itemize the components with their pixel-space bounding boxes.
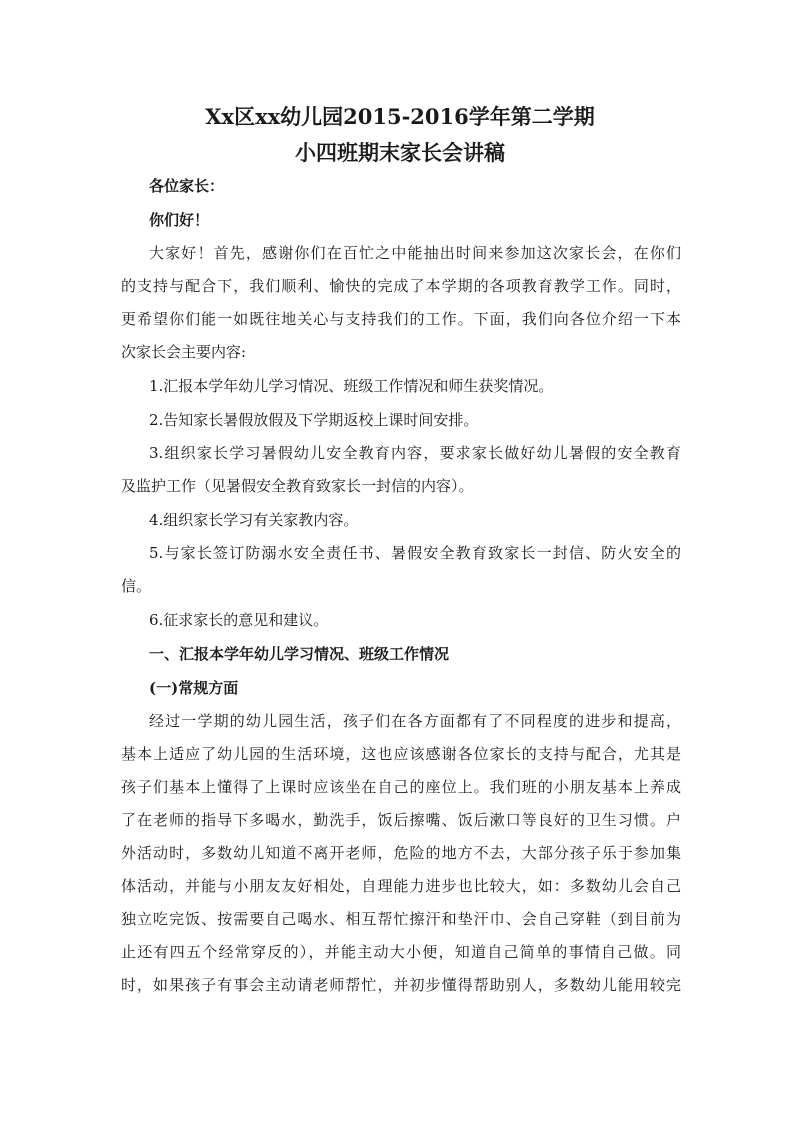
- agenda-item-6: 6.征求家长的意见和建议。: [149, 611, 329, 629]
- paragraph-line: 独立吃完饭、按需要自己喝水、相互帮忙擦汗和垫汗巾、会自己穿鞋（到目前为: [121, 910, 681, 928]
- subsection-heading-1: (一)常规方面: [149, 679, 239, 697]
- paragraph-line: 孩子们基本上懂得了上课时应该坐在自己的座位上。我们班的小朋友基本上养成: [121, 778, 681, 796]
- agenda-item-2: 2.告知家长暑假放假及下学期返校上课时间安排。: [149, 411, 479, 429]
- agenda-item-5-cont: 信。: [121, 577, 152, 595]
- agenda-item-5: 5.与家长签订防溺水安全责任书、暑假安全教育致家长一封信、防火安全的: [149, 544, 681, 562]
- paragraph-line: 经过一学期的幼儿园生活，孩子们在各方面都有了不同程度的进步和提高，: [149, 712, 681, 730]
- paragraph-line: 基本上适应了幼儿园的生活环境，这也应该感谢各位家长的支持与配合，尤其是: [121, 745, 681, 763]
- section-heading-1: 一、汇报本学年幼儿学习情况、班级工作情况: [149, 645, 450, 663]
- agenda-item-1: 1.汇报本学年幼儿学习情况、班级工作情况和师生获奖情况。: [149, 377, 554, 395]
- paragraph-line: 大家好！首先，感谢你们在百忙之中能抽出时间来参加这次家长会，在你们: [149, 244, 681, 262]
- document-title-line-1: Xx区xx幼儿园2015-2016学年第二学期: [205, 104, 595, 129]
- document-title-line-2: 小四班期末家长会讲稿: [295, 140, 505, 165]
- greeting: 你们好！: [149, 211, 210, 229]
- salutation: 各位家长：: [149, 177, 225, 195]
- paragraph-line: 更希望你们能一如既往地关心与支持我们的工作。下面，我们向各位介绍一下本: [121, 310, 681, 328]
- agenda-item-4: 4.组织家长学习有关家教内容。: [149, 511, 359, 529]
- agenda-item-3-cont: 及监护工作（见暑假安全教育致家长一封信的内容）。: [121, 477, 474, 495]
- paragraph-line: 了在老师的指导下多喝水，勤洗手，饭后擦嘴、饭后漱口等良好的卫生习惯。户: [121, 811, 681, 829]
- paragraph-line: 止还有四五个经常穿反的），并能主动大小便，知道自己简单的事情自己做。同: [121, 943, 681, 961]
- paragraph-line: 体活动，并能与小朋友友好相处，自理能力进步也比较大，如：多数幼儿会自己: [121, 877, 681, 895]
- agenda-item-3: 3.组织家长学习暑假幼儿安全教育内容，要求家长做好幼儿暑假的安全教育: [149, 444, 681, 462]
- paragraph-line: 时，如果孩子有事会主动请老师帮忙，并初步懂得帮助别人，多数幼儿能用较完: [121, 976, 681, 994]
- paragraph-line: 次家长会主要内容:: [121, 343, 247, 361]
- paragraph-line: 外活动时，多数幼儿知道不离开老师，危险的地方不去，大部分孩子乐于参加集: [121, 844, 681, 862]
- paragraph-line: 的支持与配合下，我们顺利、愉快的完成了本学期的各项教育教学工作。同时，: [121, 277, 681, 295]
